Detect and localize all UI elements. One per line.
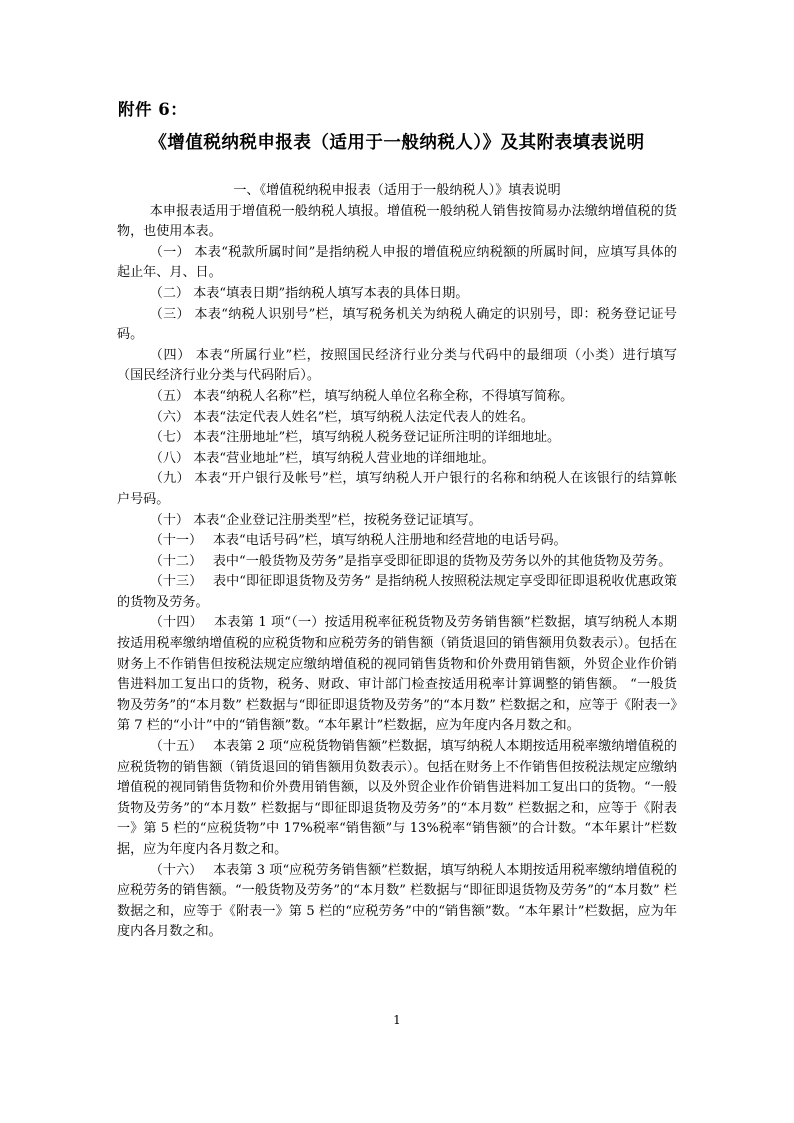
document-title: 《增值税纳税申报表（适用于一般纳税人）》及其附表填表说明 (149, 133, 645, 153)
paragraph-item-3: （三） 本表“纳税人识别号”栏，填写税务机关为纳税人确定的识别号，即：税务登记证号码。 (117, 306, 677, 343)
section-heading: 一、《增值税纳税申报表（适用于一般纳税人）》填表说明 (233, 183, 561, 198)
paragraph-item-7: （七） 本表“注册地址”栏，填写纳税人税务登记证所注明的详细地址。 (149, 430, 561, 446)
attachment-label: 附件 6： (118, 100, 188, 119)
paragraph-item-8: （八） 本表“营业地址”栏，填写纳税人营业地的详细地址。 (149, 450, 495, 466)
paragraph-intro: 本申报表适用于增值税一般纳税人填报。增值税一般纳税人销售按简易办法缴纳增值税的货物，也使用本表。 (117, 203, 677, 240)
document-body (117, 181, 677, 943)
paragraph-item-15: （十五） 本表第 2 项“应税货物销售额”栏数据，填写纳税人本期按适用税率缴纳增值税的应税货物的销售额（销货退回的销售额用负数表示）。包括在财务上不作销售但按税法规定应缴纳增值税的视同销售货物和价外费用销售额，以及外贸企业作价销售进料加工复出口的货物。“一般货物及劳务”的“本月数” 栏数据与“即征即退货物及劳务”的“本月数” 栏数据之和，应等于《附表一》第 5 栏的“应税货物”中 17%税率“销售额”与 13%税率“销售额”的合计数。“本年累计”栏数据，应为年度内各月数之和。 (117, 739, 677, 857)
paragraph-item-10: （十） 本表“企业登记注册类型”栏，按税务登记证填写。 (149, 512, 482, 528)
paragraph-item-6: （六） 本表“法定代表人姓名”栏，填写纳税人法定代表人的姓名。 (149, 409, 534, 425)
paragraph-item-16: （十六） 本表第 3 项“应税劳务销售额”栏数据，填写纳税人本期按适用税率缴纳增值税的应税劳务的销售额。“一般货物及劳务”的“本月数” 栏数据与“即征即退货物及劳务”的“本月数” 栏数据之和，应等于《附表一》第 5 栏的“应税劳务”中的“销售额”数。“本年累计”栏数据，应为年度内各月数之和。 (117, 862, 677, 940)
paragraph-item-12: （十二） 表中“一般货物及劳务”是指享受即征即退的货物及劳务以外的其他货物及劳务。 (149, 553, 672, 569)
paragraph-item-13: （十三） 表中“即征即退货物及劳务” 是指纳税人按照税法规定享受即征即退税收优惠政策的货物及劳务。 (117, 574, 677, 610)
paragraph-item-9: （九） 本表“开户银行及帐号”栏，填写纳税人开户银行的名称和纳税人在该银行的结算帐户号码。 (117, 471, 677, 507)
paragraph-item-5: （五） 本表“纳税人名称”栏，填写纳税人单位名称全称，不得填写简称。 (149, 388, 574, 404)
page-number: 1 (393, 1013, 401, 1027)
paragraph-item-14: （十四） 本表第 1 项“（一）按适用税率征税货物及劳务销售额”栏数据，填写纳税人本期按适用税率缴纳增值税的应税货物和应税劳务的销售额（销货退回的销售额用负数表示）。包括在财务上不作销售但按税法规定应缴纳增值税的视同销售货物和价外费用销售额，外贸企业作价销售进料加工复出口的货物，税务、财政、审计部门检查按适用税率计算调整的销售额。 “一般货物及劳务”的“本月数” 栏数据与“即征即退货物及劳务”的“本月数” 栏数据之和，应等于《附表一》第 7 栏的“小计”中的“销售额”数。“本年累计”栏数据，应为年度内各月数之和。 (117, 615, 677, 734)
paragraph-item-1: （一） 本表“税款所属时间”是指纳税人申报的增值税应纳税额的所属时间，应填写具体的起止年、月、日。 (117, 244, 677, 281)
paragraph-item-4: （四） 本表“所属行业”栏，按照国民经济行业分类与代码中的最细项（小类）进行填写（国民经济行业分类与代码附后）。 (117, 347, 677, 384)
paragraph-item-2: （二） 本表“填表日期”指纳税人填写本表的具体日期。 (149, 285, 469, 301)
paragraph-item-11: （十一） 本表“电话号码”栏，填写纳税人注册地和经营地的电话号码。 (149, 533, 567, 549)
